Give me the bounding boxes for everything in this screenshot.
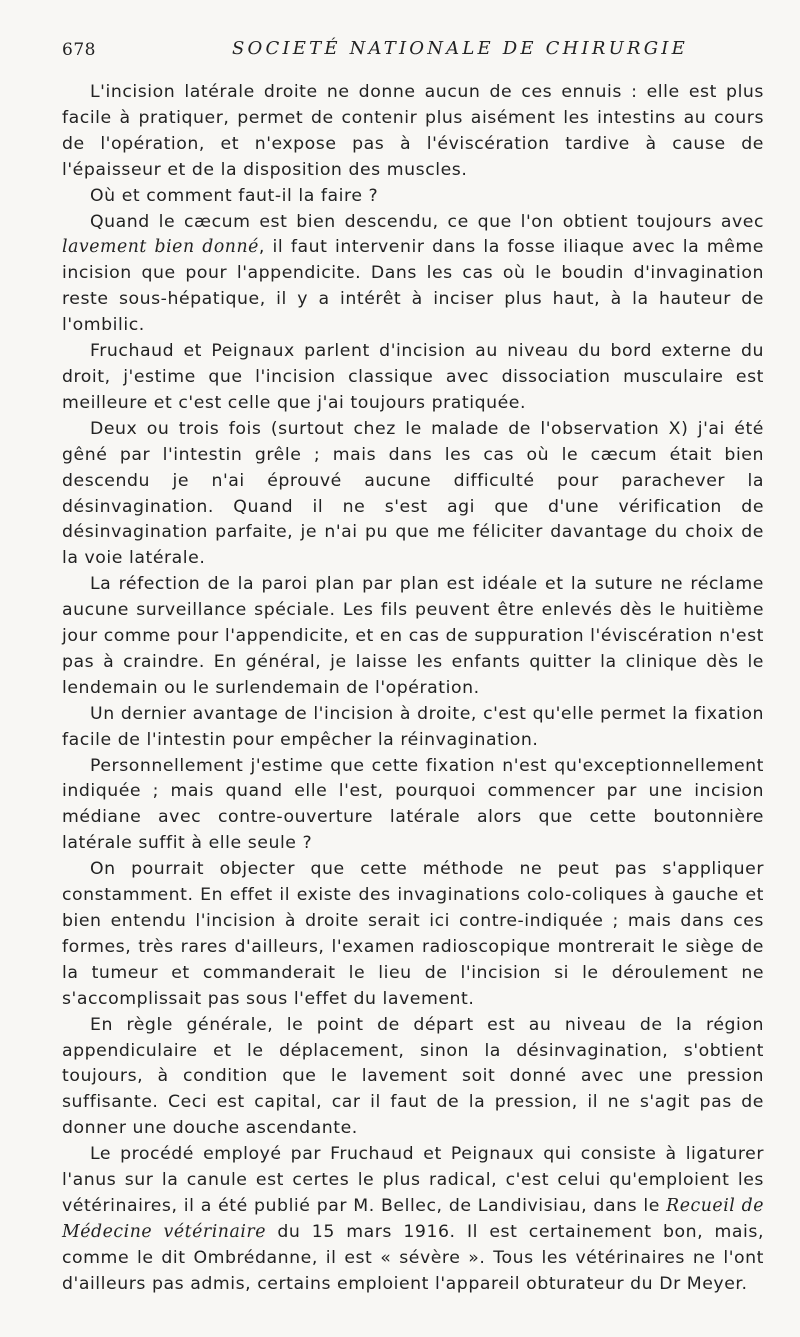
paragraph: Fruchaud et Peignaux parlent d'incision au niveau du bord externe du droit, j'estime que l'incision classique avec dissociation musculaire est meilleure et c'est celle que j'ai toujours pratiquée.: [62, 341, 764, 413]
paragraph: En règle générale, le point de départ est au niveau de la région appendiculaire et le déplacement, sinon la désinvagination, s'obtient toujours, à condition que le lavement soit donné avec une pression suffisante. Ceci est capital, car il faut de la pression, il ne s'agit pas de donner une douche ascendante.: [62, 1014, 764, 1139]
paragraph-text: Le procédé employé par Fruchaud et Peignaux qui consiste à ligaturer l'anus sur la canule est certes le plus radical, c'est celui qu'emploient les vétérinaires, il a été publié par M. Bellec, de Landivisiau, dans le: [62, 1144, 764, 1216]
paragraph-text: , il faut intervenir dans la fosse iliaque avec la même incision que pour l'appendicite. Dans les cas où le boudin d'invagination reste sous-hépatique, il y a intérêt à inciser plus haut, à la hauteur de l'ombilic.: [62, 237, 764, 336]
running-head: [62, 38, 762, 62]
paragraph: Un dernier avantage de l'incision à droite, c'est qu'elle permet la fixation facile de l'intestin pour empêcher la réinvagination.: [62, 703, 764, 750]
paragraph: [62, 1142, 764, 1297]
paragraph: [62, 210, 764, 340]
paragraph: Où et comment faut-il la faire ?: [90, 185, 379, 206]
italic-title: Recueil de Médecine vétérinaire: [62, 1195, 764, 1242]
body-text: [62, 80, 764, 1298]
paragraph-text: Quand le cæcum est bien descendu, ce que l'on obtient toujours avec: [90, 211, 764, 232]
paragraph: Personnellement j'estime que cette fixation n'est qu'exceptionnellement indiquée ; mais quand elle l'est, pourquoi commencer par une incision médiane avec contre-ouverture latérale alors que cette boutonnière latérale suffit à elle seule ?: [62, 755, 764, 854]
paragraph-text: du 15 mars 1916. Il est certainement bon, mais, comme le dit Ombrédanne, il est « sévère ». Tous les vétérinaires ne l'ont d'ailleurs pas admis, certains emploient l'appareil obturateur du Dr Meyer.: [62, 1221, 764, 1294]
page-number: 678: [62, 40, 96, 60]
paragraph: Deux ou trois fois (surtout chez le malade de l'observation X) j'ai été gêné par l'intestin grêle ; mais dans les cas où le cæcum était bien descendu je n'ai éprouvé aucune difficulté pour parachever la désinvagination. Quand il ne s'est agi que d'une vérification de désinvagination parfaite, je n'ai pu que me féliciter davantage du choix de la voie latérale.: [62, 418, 764, 569]
paragraph: On pourrait objecter que cette méthode ne peut pas s'appliquer constamment. En effet il existe des invaginations colo-coliques à gauche et bien entendu l'incision à droite serait ici contre-indiquée ; mais dans ces formes, très rares d'ailleurs, l'examen radioscopique montrerait le siège de la tumeur et commanderait le lieu de l'incision si le déroulement ne s'accomplissait pas sous l'effet du lavement.: [62, 859, 764, 1009]
italic-phrase: lavement bien donné: [62, 237, 259, 258]
journal-title: SOCIETÉ NATIONALE DE CHIRURGIE: [232, 38, 688, 59]
paragraph: L'incision latérale droite ne donne aucun de ces ennuis : elle est plus facile à pratiquer, permet de contenir plus aisément les intestins au cours de l'opération, et n'expose pas à l'éviscération tardive à cause de l'épaisseur et de la disposition des muscles.: [62, 82, 764, 180]
paragraph: La réfection de la paroi plan par plan est idéale et la suture ne réclame aucune surveillance spéciale. Les fils peuvent être enlevés dès le huitième jour comme pour l'appendicite, et en cas de suppuration l'éviscération n'est pas à craindre. En général, je laisse les enfants quitter la clinique dès le lendemain ou le surlendemain de l'opération.: [62, 574, 764, 698]
